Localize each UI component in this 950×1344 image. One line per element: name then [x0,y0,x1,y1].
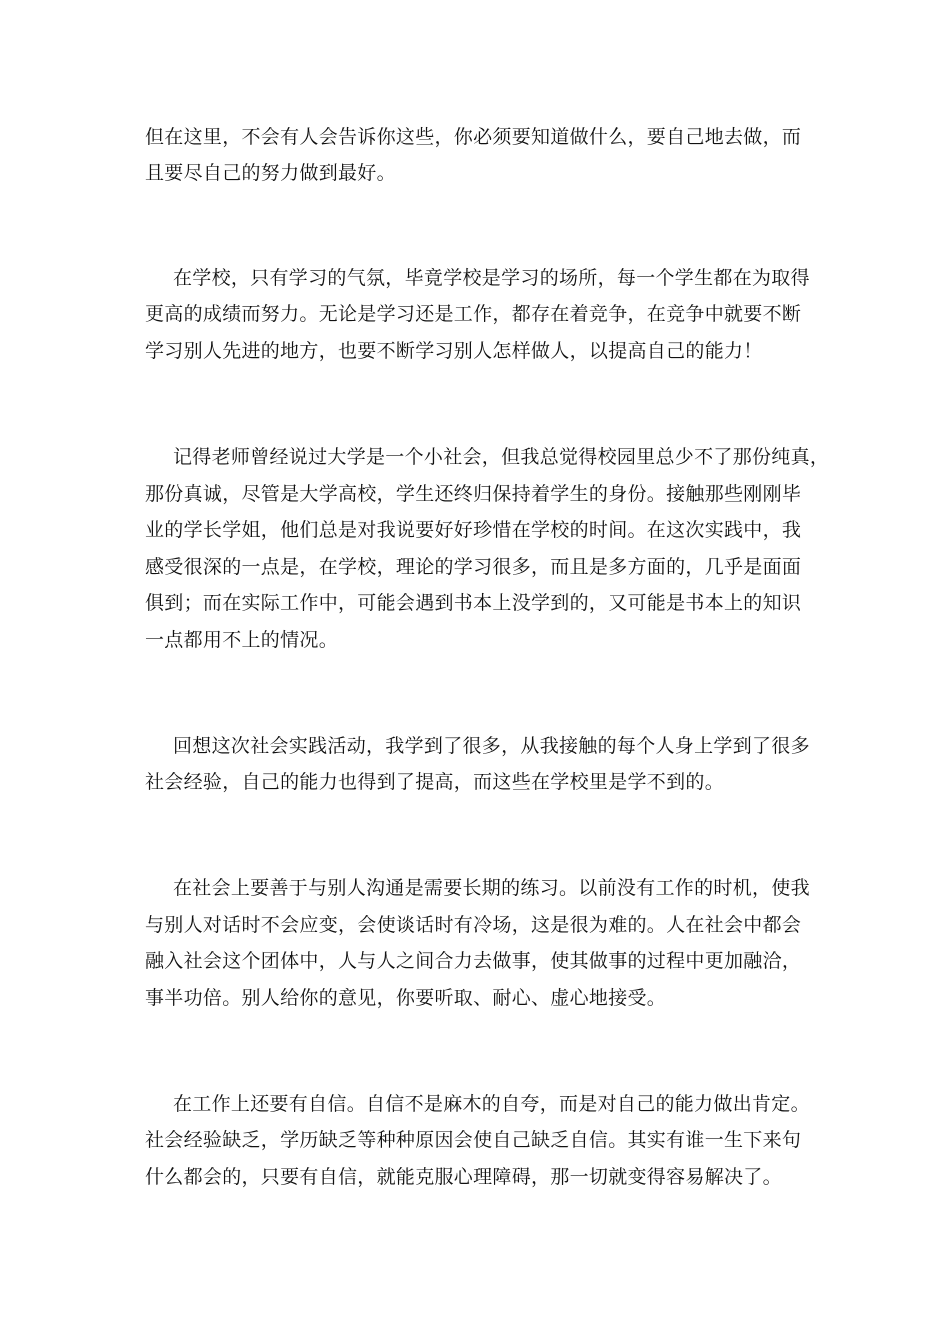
paragraph-6-line-2: 社会经验缺乏，学历缺乏等种种原因会使自己缺乏自信。其实有谁一生下来句 [145,1129,802,1151]
paragraph-2-line-3: 学习别人先进的地方，也要不断学习别人怎样做人，以提高自己的能力！ [145,340,763,362]
paragraph-3-line-2: 那份真诚，尽管是大学高校，学生还终归保持着学生的身份。接触那些刚刚毕 [145,483,802,505]
paragraph-3-line-3: 业的学长学姐，他们总是对我说要好好珍惜在学校的时间。在这次实践中，我 [145,519,802,541]
paragraph-3-line-1: 记得老师曾经说过大学是一个小社会，但我总觉得校园里总少不了那份纯真， [173,446,830,468]
paragraph-5-line-1: 在社会上要善于与别人沟通是需要长期的练习。以前没有工作的时机，使我 [173,877,810,899]
paragraph-4-line-1: 回想这次社会实践活动，我学到了很多，从我接触的每个人身上学到了很多 [173,735,810,757]
paragraph-6-line-1: 在工作上还要有自信。自信不是麻木的自夸，而是对自己的能力做出肯定。 [173,1093,810,1115]
paragraph-4-line-2: 社会经验，自己的能力也得到了提高，而这些在学校里是学不到的。 [145,771,725,793]
paragraph-3-line-6: 一点都用不上的情况。 [145,629,339,651]
paragraph-1-line-2: 且要尽自己的努力做到最好。 [145,162,396,184]
paragraph-5-line-4: 事半功倍。别人给你的意见，你要听取、耐心、虚心地接受。 [145,987,667,1009]
paragraph-3-line-4: 感受很深的一点是，在学校，理论的学习很多，而且是多方面的，几乎是面面 [145,556,802,578]
paragraph-1-line-1: 但在这里，不会有人会告诉你这些，你必须要知道做什么，要自己地去做，而 [145,126,802,148]
paragraph-2-line-1: 在学校，只有学习的气氛，毕竟学校是学习的场所，每一个学生都在为取得 [173,267,810,289]
paragraph-5-line-3: 融入社会这个团体中，人与人之间合力去做事，使其做事的过程中更加融洽， [145,950,802,972]
paragraph-2-line-2: 更高的成绩而努力。无论是学习还是工作，都存在着竞争，在竞争中就要不断 [145,303,802,325]
paragraph-6-line-3: 什么都会的，只要有自信，就能克服心理障碍，那一切就变得容易解决了。 [145,1166,782,1188]
paragraph-5-line-2: 与别人对话时不会应变，会使谈话时有冷场，这是很为难的。人在社会中都会 [145,914,802,936]
paragraph-3-line-5: 俱到；而在实际工作中，可能会遇到书本上没学到的，又可能是书本上的知识 [145,592,802,614]
